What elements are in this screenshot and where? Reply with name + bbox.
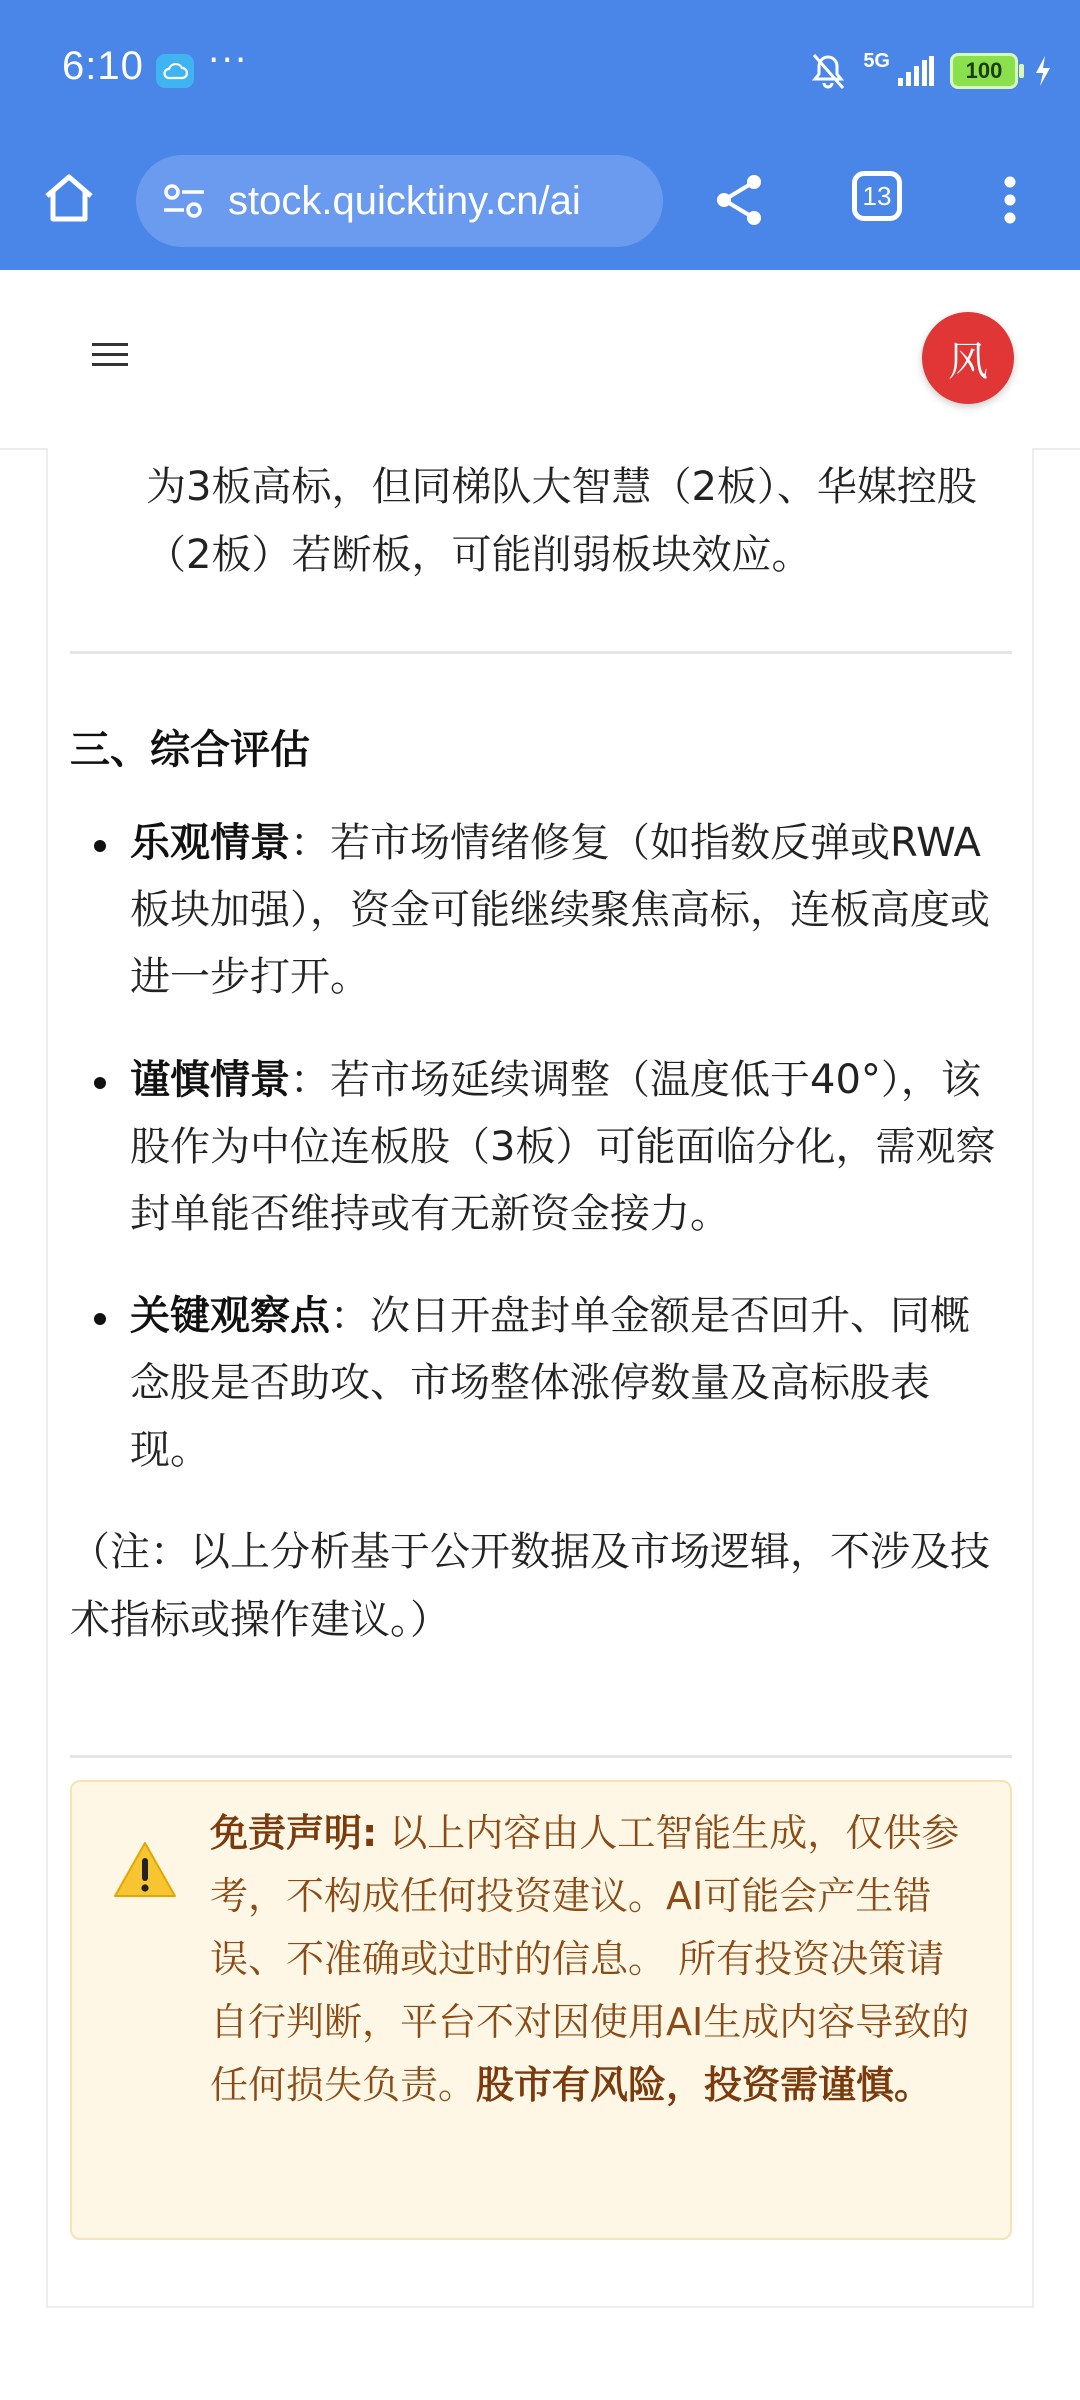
bullet-text: ：次日开盘封单金额是否回升、同概念股是否助攻、市场整体涨停数量及高标股表现。 bbox=[130, 1293, 970, 1473]
charging-icon bbox=[1034, 56, 1052, 86]
section-divider bbox=[70, 1755, 1012, 1758]
status-icons bbox=[809, 46, 1052, 96]
bullet-dot bbox=[94, 1313, 106, 1325]
analysis-note: （注：以上分析基于公开数据及市场逻辑，不涉及技术指标或操作建议。） bbox=[70, 1529, 990, 1643]
bullet-title: 关键观察点 bbox=[130, 1293, 330, 1339]
disclaimer-label: 免责声明: bbox=[210, 1811, 378, 1855]
network-type: 5G bbox=[863, 50, 890, 72]
bullet-text: ：若市场延续调整（温度低于40°），该股作为中位连板股（3板）可能面临分化，需观察封单能否维持或有无新资金接力。 bbox=[130, 1057, 996, 1237]
list-item bbox=[100, 1283, 1005, 1484]
user-avatar[interactable]: 风 bbox=[922, 312, 1014, 404]
address-bar[interactable] bbox=[136, 155, 663, 247]
more-notifications-icon: ··· bbox=[208, 40, 249, 81]
section-heading: 三、综合评估 bbox=[70, 727, 310, 773]
status-time: 6:10 bbox=[62, 44, 144, 88]
warning-icon bbox=[112, 1840, 178, 1904]
bullet-dot bbox=[94, 840, 106, 852]
disclaimer-emphasis: 股市有风险，投资需谨慎。 bbox=[476, 2063, 933, 2107]
cloud-icon bbox=[156, 54, 194, 88]
bullet-dot bbox=[94, 1077, 106, 1089]
tabs-icon[interactable]: 13 bbox=[852, 171, 902, 221]
bullet-text: ：若市场情绪修复（如指数反弹或RWA板块加强），资金可能继续聚焦高标，连板高度或进一步打开。 bbox=[130, 820, 990, 1000]
bell-off-icon bbox=[809, 51, 847, 91]
browser-toolbar bbox=[0, 135, 1080, 270]
status-bar bbox=[0, 0, 1080, 135]
signal-icon bbox=[898, 56, 934, 86]
url-text: stock.quicktiny.cn/ai bbox=[228, 178, 581, 223]
bullet-title: 乐观情景 bbox=[130, 820, 290, 866]
site-header bbox=[0, 270, 1080, 450]
home-icon[interactable] bbox=[34, 163, 104, 233]
list-item bbox=[100, 810, 1005, 1011]
menu-icon[interactable] bbox=[92, 336, 132, 376]
share-icon[interactable] bbox=[705, 165, 775, 235]
more-vert-icon[interactable] bbox=[985, 165, 1035, 235]
continued-paragraph: 为3板高标，但同梯队大智慧（2板）、华媒控股（2板）若断板，可能削弱板块效应。 bbox=[146, 464, 977, 578]
list-item bbox=[100, 1047, 1005, 1248]
disclaimer-text bbox=[210, 1802, 980, 2117]
bullet-title: 谨慎情景 bbox=[130, 1057, 290, 1103]
disclaimer-box bbox=[70, 1780, 1012, 2240]
site-info-icon[interactable] bbox=[162, 182, 206, 220]
section-divider bbox=[70, 651, 1012, 654]
disclaimer-body: 以上内容由人工智能生成，仅供参考，不构成任何投资建议。AI可能会产生错误、不准确或过时的信息。 所有投资决策请自行判断，平台不对因使用AI生成内容导致的任何损失负责。 bbox=[210, 1811, 970, 2107]
battery-indicator: 100 bbox=[950, 53, 1018, 89]
